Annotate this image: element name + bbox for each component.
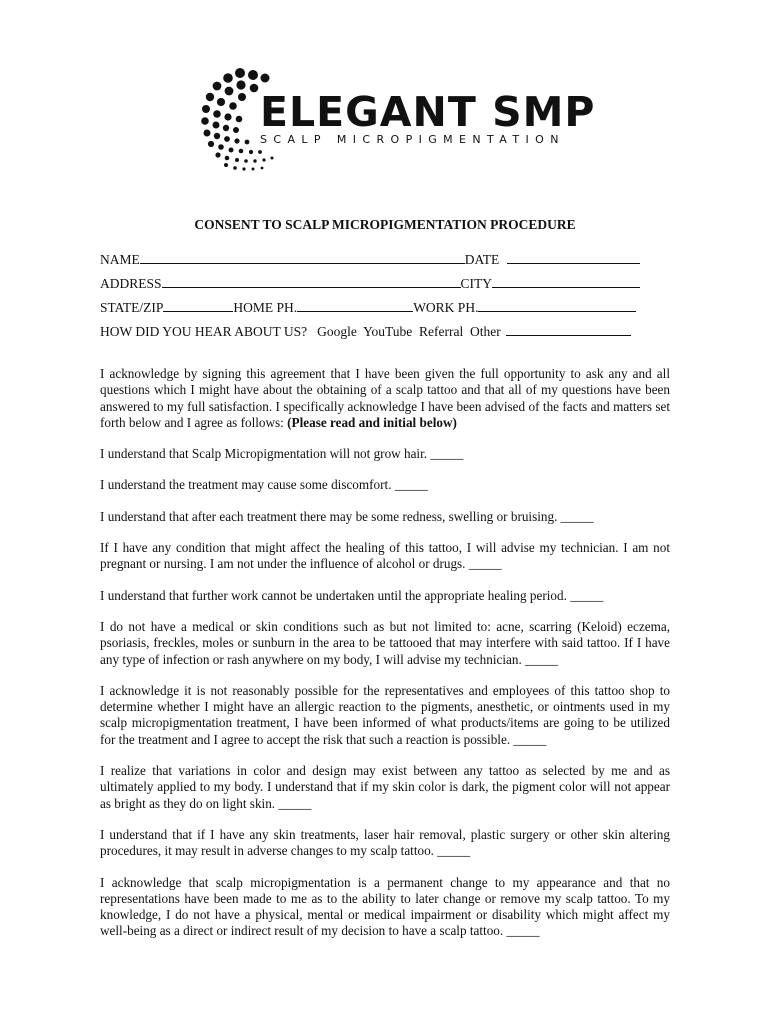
company-logo [196,64,596,174]
clause-healing-period: I understand that further work cannot be undertaken until the appropriate healing period. _____ [100,587,604,603]
logo-wordmark: ELEGANT SMP [260,88,596,136]
state-zip-label: STATE/ZIP [100,300,164,315]
state-zip-field[interactable] [163,298,233,312]
home-phone-field[interactable] [297,298,413,312]
address-label: ADDRESS [100,276,162,291]
address-city-row [100,274,640,292]
intro-instruction: (Please read and initial below) [287,414,457,430]
clause-discomfort: I understand the treatment may cause some discomfort. _____ [100,477,428,493]
city-label: CITY [460,276,493,291]
referral-options: Google YouTube Referral Other [317,324,501,339]
referral-label: HOW DID YOU HEAR ABOUT US? [100,324,308,339]
state-phone-row [100,298,636,316]
name-date-row [100,250,640,268]
referral-other-field[interactable] [506,322,631,336]
work-phone-field[interactable] [478,298,636,312]
name-label: NAME [100,252,140,267]
clause-skin-treatments: I understand that if I have any skin treatments, laser hair removal, plastic surgery or other skin altering procedures, it may result in adverse changes to my scalp tattoo. _____ [100,826,670,859]
name-field[interactable] [140,250,465,264]
intro-text: I acknowledge by signing this agreement that I have been given the full opportunity to ask any and all questions which I might have about the obtaining of a scalp tattoo and that all of my questions have been answered to my full satisfaction. I specifically acknowledge I have been advised of the facts and matters set forth below and I agree as follows: [100,366,670,430]
clause-color-variation: I realize that variations in color and design may exist between any tattoo as selected by me and as ultimately applied to my body. I understand that if my skin color is dark, the pigment color will not appear as bright as they do on light skin. _____ [100,763,670,811]
clause-conditions: If I have any condition that might affect the healing of this tattoo, I will advise my technician. I am not pregnant or nursing. I am not under the influence of alcohol or drugs. _____ [100,540,670,572]
work-phone-label: WORK PH. [413,300,479,315]
logo-tagline: SCALP MICROPIGMENTATION [260,133,565,146]
consent-body [100,366,670,955]
date-field[interactable] [507,250,640,264]
referral-row [100,322,631,340]
clause-no-hair-growth: I understand that Scalp Micropigmentation will not grow hair. _____ [100,446,464,462]
document-title: CONSENT TO SCALP MICROPIGMENTATION PROCEDURE [194,217,576,232]
clause-permanent-change: I acknowledge that scalp micropigmentation is a permanent change to my appearance and that no representations have been made to me as to the ability to later change or remove my scalp tattoo. To my knowledge, I do not have a physical, mental or medical impairment or disability which might affect my well-being as a direct or indirect result of my decision to have a scalp tattoo. _____ [100,874,670,939]
address-field[interactable] [162,274,461,288]
date-label: DATE [464,252,500,267]
clause-allergic-reaction: I acknowledge it is not reasonably possible for the representatives and employees of this tattoo shop to determine whether I might have an allergic reaction to the pigments, anesthetic, or ointments used in my scalp micropigmentation treatment, I have been informed of what products/items are going to be utilized for the treatment and I agree to accept the risk that such a reaction is possible. _____ [100,682,670,747]
home-phone-label: HOME PH. [233,300,298,315]
city-field[interactable] [492,274,640,288]
intro-paragraph [100,366,670,431]
clause-redness: I understand that after each treatment there may be some redness, swelling or bruising. _____ [100,508,594,524]
clause-skin-conditions: I do not have a medical or skin conditions such as but not limited to: acne, scarring (Keloid) eczema, psoriasis, freckles, moles or sunburn in the area to be tattooed that may interfere with said tattoo. If I have any type of infection or rash anywhere on my body, I will advise my technician. _____ [100,618,670,667]
